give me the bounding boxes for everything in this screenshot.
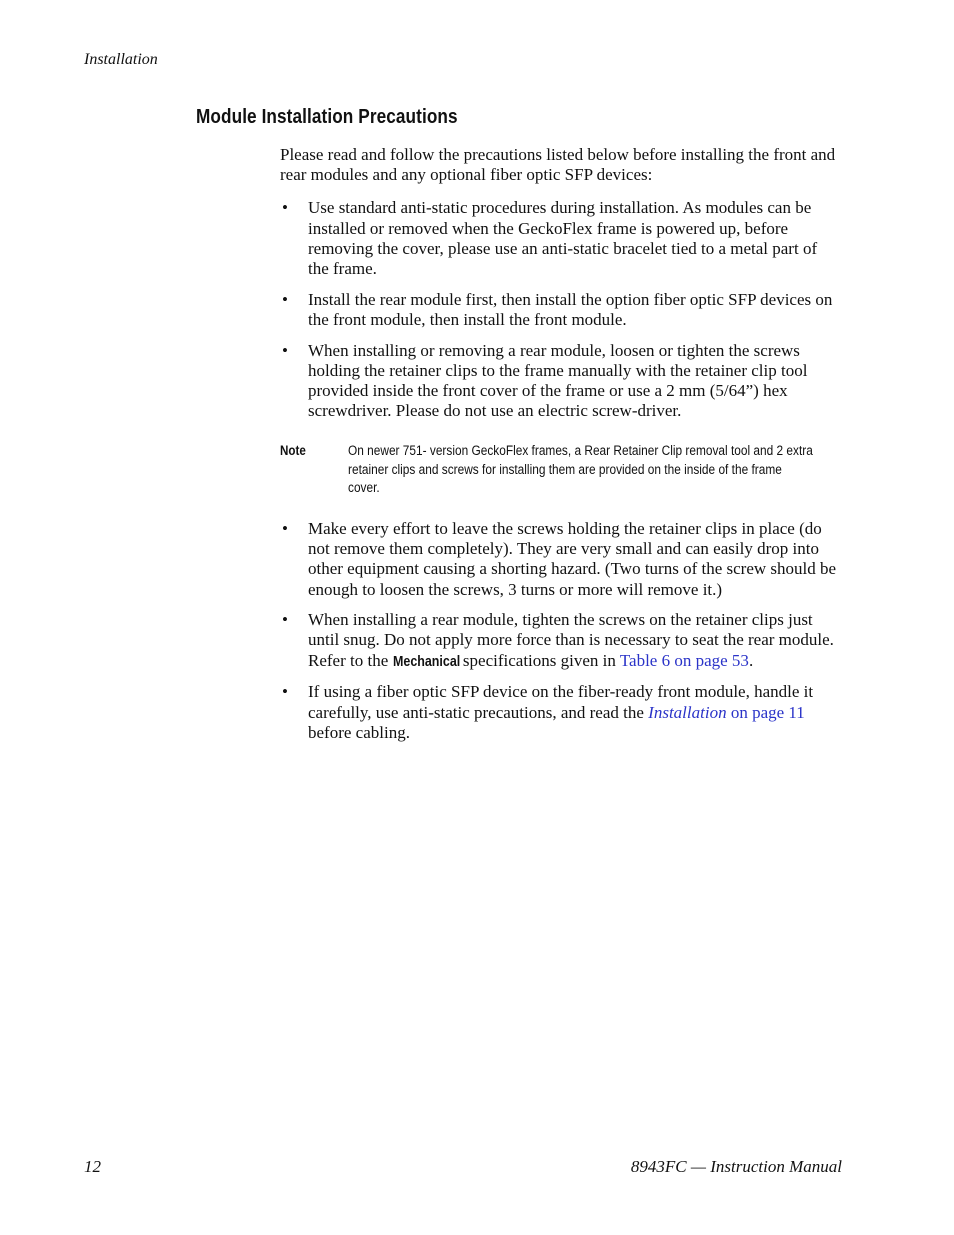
section-title: Module Installation Precautions xyxy=(196,106,458,128)
mechanical-term: Mechanical xyxy=(392,653,460,670)
installation-page-link[interactable]: on page 11 xyxy=(726,702,805,722)
list-item-text: specifications given in xyxy=(458,650,620,670)
list-item-text: Use standard anti-static procedures during installation. As modules can be installed or removed when the GeckoFlex frame is powered up, before removing the cover, please use an anti-static bracelet tied to a metal part of the frame. xyxy=(308,198,818,279)
list-item xyxy=(280,290,842,330)
precautions-list-b xyxy=(280,519,842,743)
bullet-marker: • xyxy=(282,198,288,218)
list-item-text: If using a fiber optic SFP device on the fiber-ready front module, handle it carefully, use anti-static precautions, and read the xyxy=(308,682,814,722)
note-text: On newer 751- version GeckoFlex frames, a Rear Retainer Clip removal tool and 2 extra retainer clips and screws for installing them are provided on the inside of the frame cover. xyxy=(348,443,813,496)
list-item-text: When installing or removing a rear module, loosen or tighten the screws holding the retainer clips to the frame manually with the retainer clip tool provided inside the front cover of the frame or use a 2 mm (5/64”) hex screwdriver. Please do not use an electric screw-driver. xyxy=(308,340,808,421)
note-label: Note xyxy=(280,443,306,459)
bullet-marker: • xyxy=(282,610,288,630)
table-6-link[interactable]: Table 6 on page 53 xyxy=(619,650,749,670)
precautions-list-a xyxy=(280,198,842,421)
list-item-text: Install the rear module first, then install the option fiber optic SFP devices on the front module, then install the front module. xyxy=(308,289,833,329)
running-header: Installation xyxy=(84,51,158,68)
list-item xyxy=(280,198,842,279)
list-item-text: . xyxy=(748,650,754,670)
installation-link[interactable]: Installation xyxy=(648,702,727,722)
list-item xyxy=(280,341,842,422)
bullet-marker: • xyxy=(282,518,288,538)
list-item-text: Make every effort to leave the screws holding the retainer clips in place (do not remove them completely). They are very small and can easily drop into other equipment causing a shorting hazard. (Two turns of the screw should be enough to loosen the screws, 3 turns or more will remove it.) xyxy=(308,518,837,599)
bullet-marker: • xyxy=(282,289,288,309)
list-item xyxy=(280,610,842,672)
list-item xyxy=(280,519,842,600)
bullet-marker: • xyxy=(282,682,288,702)
manual-title: 8943FC — Instruction Manual xyxy=(630,1157,842,1176)
bullet-marker: • xyxy=(282,340,288,360)
list-item-text: before cabling. xyxy=(308,722,410,742)
intro-paragraph: Please read and follow the precautions listed below before installing the front and rear modules and any optional fiber optic SFP devices: xyxy=(280,145,836,185)
list-item-text: When installing a rear module, tighten the screws on the retainer clips just until snug. Do not apply more force than is necessary to seat the rear module. Refer to the xyxy=(308,610,834,670)
page-number: 12 xyxy=(84,1157,101,1176)
list-item xyxy=(280,682,842,743)
section-body xyxy=(280,145,842,753)
note-block xyxy=(280,442,842,498)
